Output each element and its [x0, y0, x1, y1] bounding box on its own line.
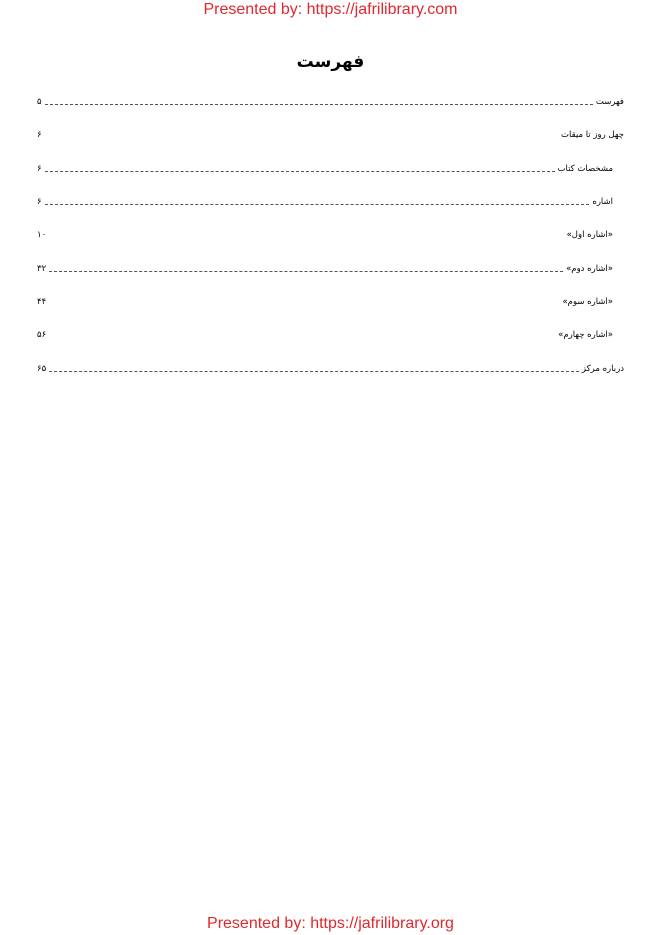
toc-entry-eshare-dovom[interactable]: [37, 261, 624, 277]
toc-entry-eshare[interactable]: [37, 194, 624, 210]
presented-by-footer[interactable]: Presented by: https://jafrilibrary.org: [207, 915, 454, 932]
toc-entry-page: ۴۴: [37, 297, 47, 307]
toc-dotted-leader: [45, 171, 555, 172]
toc-entry-eshare-chaharom[interactable]: [37, 327, 624, 343]
toc-entry-chehel-rooz[interactable]: [37, 127, 624, 143]
toc-entry-label: فهرست: [595, 97, 624, 107]
toc-entry-page: ۱۰: [37, 230, 47, 240]
toc-entry-label: مشخصات کتاب: [557, 164, 613, 174]
toc-entry-darbare-markaz[interactable]: [37, 361, 624, 377]
toc-entry-label: «اشاره سوم»: [562, 297, 613, 307]
toc-entry-eshare-aval[interactable]: [37, 227, 624, 243]
toc-entry-label: چهل روز تا میقات: [561, 130, 624, 140]
toc-entry-label: «اشاره اول»: [566, 230, 613, 240]
toc-entry-page: ۶: [37, 130, 42, 140]
page-title: فهرست: [296, 52, 365, 72]
toc-entry-page: ۳۲: [37, 264, 47, 274]
toc-dotted-leader: [45, 104, 593, 105]
toc-dotted-leader: [49, 271, 563, 272]
toc-entry-page: ۶: [37, 164, 42, 174]
toc-entry-moshakhasat[interactable]: [37, 161, 624, 177]
toc-entry-fehrest[interactable]: [37, 94, 624, 110]
toc-entry-page: ۵۶: [37, 330, 47, 340]
toc-dotted-leader: [49, 371, 579, 372]
toc-entry-page: ۶: [37, 197, 42, 207]
toc-entry-label: «اشاره چهارم»: [558, 330, 613, 340]
toc-entry-label: درباره مرکز: [581, 364, 624, 374]
toc-entry-label: «اشاره دوم»: [566, 264, 613, 274]
toc-entry-label: اشاره: [592, 197, 613, 207]
toc-dotted-leader: [45, 204, 590, 205]
toc-entry-page: ۶۵: [37, 364, 47, 374]
toc-entry-page: ۵: [37, 97, 42, 107]
presented-by-header[interactable]: Presented by: https://jafrilibrary.com: [203, 1, 458, 18]
toc-entry-eshare-sevom[interactable]: [37, 294, 624, 310]
